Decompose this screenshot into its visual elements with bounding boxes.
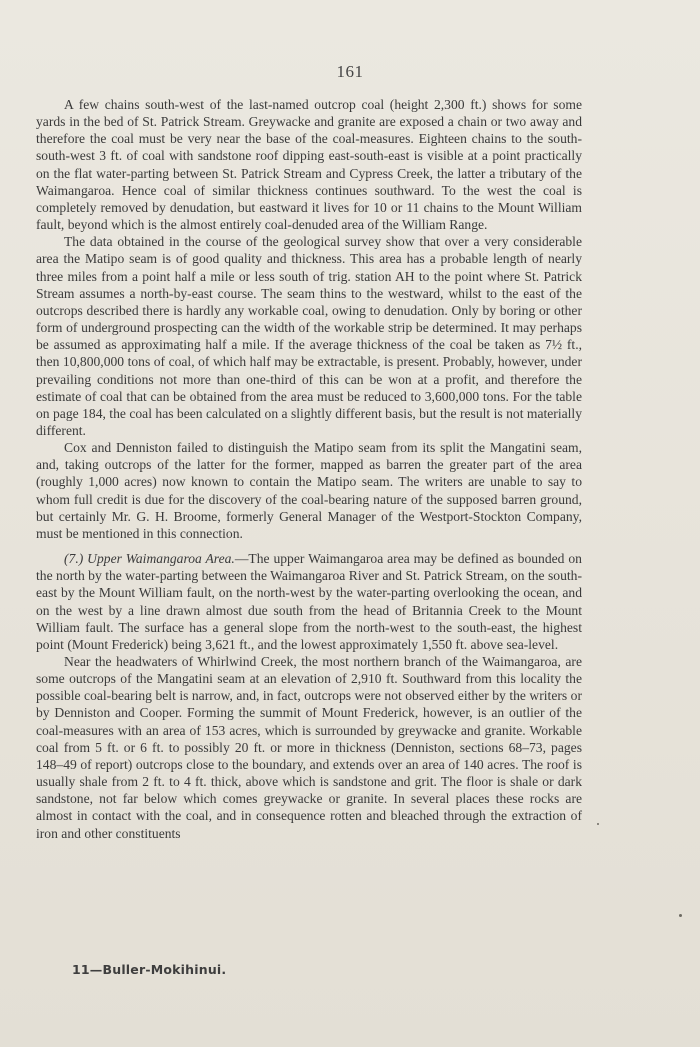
paper-speck: [679, 914, 682, 917]
paragraph-matipo-survey-data: The data obtained in the course of the geological survey show that over a very considerable area the Matipo seam is of good quality and thickness. This area has a probable length of nearly three miles from a point half a mile or less south of trig. station AH to the point where St. Patrick Stream assumes a north-by-east course. The seam thins to the westward, whilst to the east of the outcrops described there is hardly any workable coal, owing to denudation. Only by boring or other form of underground prospecting can the width of the workable strip be determined. It may perhaps be assumed as approximating half a mile. If the average thickness of the coal be taken as 7½ ft., then 10,800,000 tons of coal, of which half may be extractable, is present. Probably, however, under prevailing conditions not more than one-third of this can be won at a profit, and therefore the estimate of coal that can be obtained from the area must be reduced to 3,600,000 tons. For the table on page 184, the coal has been calculated on a slightly different basis, but the result is not materially different.: [36, 234, 582, 438]
section-body: —The upper Waimangaroa area may be defined as bounded on the north by the water-parting between the Waimangaroa River and St. Patrick Stream, on the south-east by the Mount William fault, on the north-west by the water-parting overlooking the ocean, and on the west by a line drawn almost due south from the head of Britannia Creek to the Mount William fault. The surface has a general slope from the north-west to the south-east, the highest point (Mount Frederick) being 3,621 ft., and the lowest approximately 1,550 ft. above sea-level.: [36, 551, 582, 652]
paragraph-st-patrick-outcrop: A few chains south-west of the last-named outcrop coal (height 2,300 ft.) shows for some yards in the bed of St. Patrick Stream. Greywacke and granite are exposed a chain or two away and therefore the coal must be very near the base of the coal-measures. Eighteen chains to the south-south-west 3 ft. of coal with sandstone roof dipping east-south-east is visible at a point practically on the flat water-parting between St. Patrick Stream and Cypress Creek, the latter a tributary of the Waimangaroa. Hence coal of similar thickness continues southward. To the west the coal is completely removed by denudation, but eastward it lives for 10 or 11 chains to the Mount William fault, beyond which is the almost entirely coal-denuded area of the William Range.: [36, 97, 582, 233]
paragraph-whirlwind-creek: Near the headwaters of Whirlwind Creek, the most northern branch of the Waimangaroa, are some outcrops of the Mangatini seam at an elevation of 2,910 ft. Southward from this locality the possible coal-bearing belt is narrow, and, in fact, outcrops were not observed either by the writers or by Denniston and Cooper. Forming the summit of Mount Frederick, however, is an outlier of the coal-measures with an area of 153 acres, which is surrounded by greywacke and granite. Workable coal from 5 ft. or 6 ft. to possibly 20 ft. or more in thickness (Denniston, sections 68–73, pages 148–49 of report) outcrops close to the boundary, and extends over an area of 140 acres. The roof is usually shale from 2 ft. to 4 ft. thick, above which is sandstone and grit. The floor is shale or dark sandstone, not far below which comes greywacke or granite. In several places these rocks are almost in contact with the coal, and in consequence rotten and bleached through the extraction of iron and other constituents: [36, 654, 582, 841]
paper-speck: [597, 823, 599, 825]
page-number: 161: [336, 62, 364, 81]
section-heading: (7.) Upper Waimangaroa Area.: [64, 551, 235, 567]
body-text: [36, 96, 582, 842]
footer-signature: 11—Buller-Mokihinui.: [72, 962, 227, 977]
paragraph-upper-waimangaroa: [36, 550, 582, 653]
paragraph-cox-denniston: Cox and Denniston failed to distinguish the Matipo seam from its split the Mangatini seam, and, taking outcrops of the latter for the former, mapped as barren the greater part of the area (roughly 1,000 acres) now known to contain the Matipo seam. The writers are unable to say to whom full credit is due for the discovery of the coal-bearing nature of the supposed barren ground, but certainly Mr. G. H. Broome, formerly General Manager of the Westport-Stockton Company, must be mentioned in this connection.: [36, 440, 582, 541]
